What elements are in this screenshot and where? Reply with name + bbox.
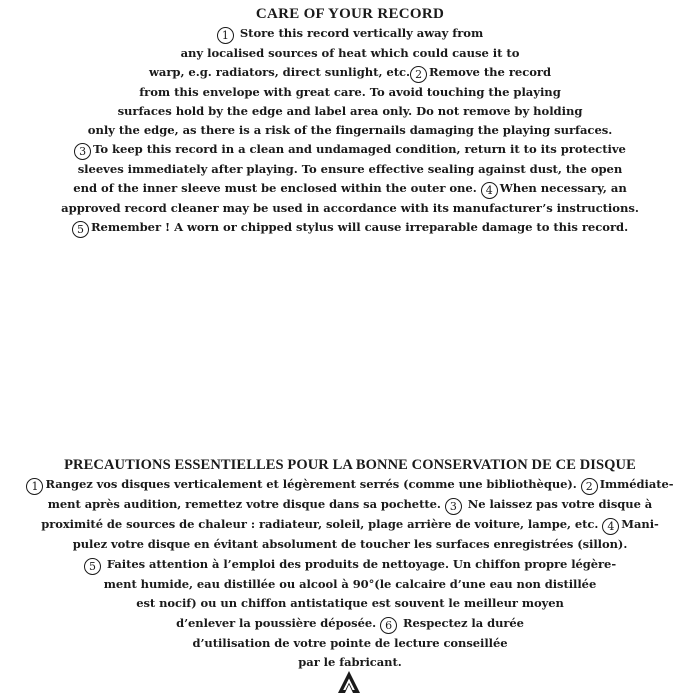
french-line: ment humide, eau distillée ou alcool à 90°(le calcaire d’une eau non distillée: [103, 576, 597, 591]
french-text: ment après audition, remettez votre disque dans sa pochette.: [47, 497, 441, 511]
french-text: d’enlever la poussière déposée.: [176, 615, 377, 630]
french-text: Mani-: [621, 517, 659, 531]
french-text: Respectez la durée: [403, 615, 524, 630]
number-4-icon: 4: [481, 182, 498, 199]
triangle-logo-icon: [337, 670, 361, 694]
care-title: CARE OF YOUR RECORD: [255, 6, 445, 22]
number-1-icon: 1: [26, 478, 43, 495]
number-6-icon: 6: [380, 617, 397, 634]
french-text: proximité de sources de chaleur : radiateur, soleil, plage arrière de voiture, lampe, etc.: [41, 517, 599, 531]
care-line: [0, 140, 700, 160]
number-3-icon: 3: [74, 143, 91, 160]
french-section: [0, 456, 700, 673]
care-line: sleeves immediately after playing. To ensure effective sealing against dust, the open: [77, 162, 623, 176]
french-text: Ne laissez pas votre disque à: [467, 497, 653, 511]
care-text: Store this record vertically away from: [239, 26, 484, 40]
number-1-icon: 1: [217, 27, 234, 44]
french-title: PRECAUTIONS ESSENTIELLES POUR LA BONNE CONSERVATION DE CE DISQUE: [64, 457, 636, 473]
number-5-icon: 5: [72, 221, 89, 238]
care-line: [0, 24, 700, 44]
care-text: Remove the record: [429, 65, 552, 79]
care-text: To keep this record in a clean and undamaged condition, return it to its protective: [93, 142, 626, 156]
care-line: [0, 63, 700, 83]
care-text: When necessary, an: [499, 181, 627, 195]
number-2-icon: 2: [581, 478, 598, 495]
care-line: from this envelope with great care. To avoid touching the playing: [139, 85, 561, 99]
care-line: [0, 218, 700, 238]
french-text: Faites attention à l’emploi des produits de nettoyage. Un chiffon propre légère-: [106, 556, 617, 571]
french-line: [0, 515, 700, 535]
french-line: [0, 614, 700, 634]
care-line: surfaces hold by the edge and label area only. Do not remove by holding: [117, 104, 583, 118]
care-text: Remember ! A worn or chipped stylus will cause irreparable damage to this record.: [90, 220, 629, 234]
french-line: [0, 555, 700, 575]
french-line: est nocif) ou un chiffon antistatique est souvent le meilleur moyen: [136, 596, 564, 610]
french-line: pulez votre disque en évitant absolument de toucher les surfaces enregistrées (sillon).: [72, 537, 628, 551]
number-3-icon: 3: [445, 498, 462, 515]
number-2-icon: 2: [410, 66, 427, 83]
french-line: par le fabricant.: [298, 655, 402, 669]
french-text: Immédiate-: [599, 477, 674, 491]
care-line: only the edge, as there is a risk of the fingernails damaging the playing surfaces.: [87, 123, 613, 137]
french-text: Rangez vos disques verticalement et légèrement serrés (comme une bibliothèque).: [45, 477, 577, 491]
french-line: [0, 495, 700, 515]
number-5-icon: 5: [84, 558, 101, 575]
french-line: d’utilisation de votre pointe de lecture conseillée: [192, 635, 508, 650]
care-text: end of the inner sleeve must be enclosed within the outer one.: [73, 181, 477, 195]
care-section: [0, 5, 700, 238]
care-line: any localised sources of heat which could cause it to: [180, 46, 520, 60]
french-line: [0, 475, 700, 495]
number-4-icon: 4: [602, 518, 619, 535]
care-line: approved record cleaner may be used in accordance with its manufacturer’s instructions.: [61, 201, 639, 215]
care-line: [0, 179, 700, 199]
care-text: warp, e.g. radiators, direct sunlight, etc.: [148, 65, 411, 79]
